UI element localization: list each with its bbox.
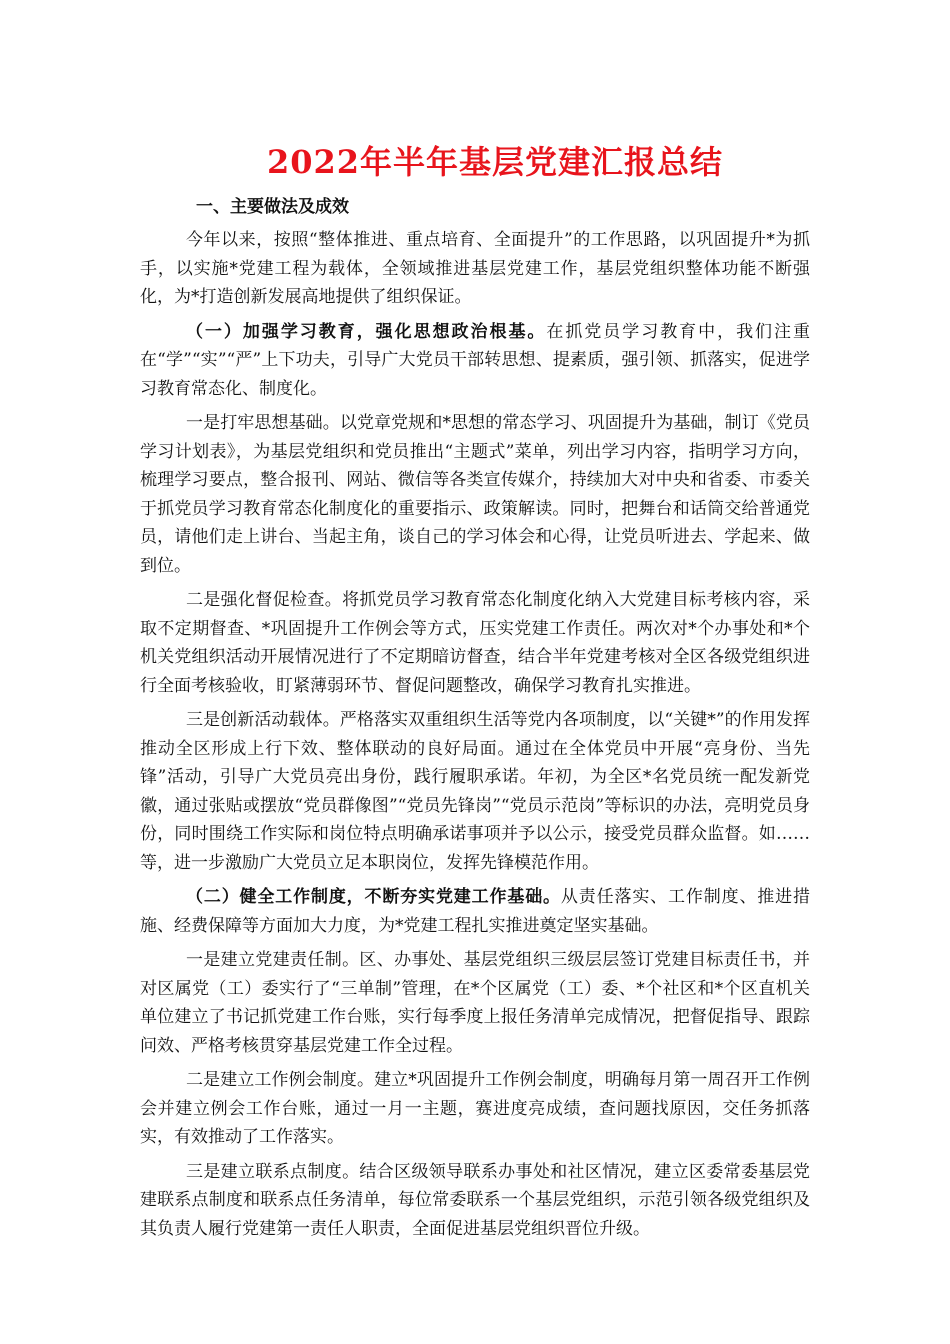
paragraph <box>140 706 810 877</box>
paragraph <box>140 409 810 580</box>
paragraph-text: 一是打牢思想基础。以党章党规和*思想的常态学习、巩固提升为基础，制订《党员学习计划表》，为基层党组织和党员推出“主题式”菜单，列出学习内容，指明学习方向，梳理学习要点，整合报刊、网站、微信等各类宣传媒介，持续加大对中央和省委、市委关于抓党员学习教育常态化制度化的重要指示、政策解读。同时，把舞台和话筒交给普通党员，请他们走上讲台、当起主角，谈自己的学习体会和心得，让党员听进去、学起来、做到位。 <box>140 413 810 576</box>
paragraph-text: 一是建立党建责任制。区、办事处、基层党组织三级层层签订党建目标责任书，并对区属党（工）委实行了“三单制”管理，在*个区属党（工）委、*个社区和*个区直机关单位建立了书记抓党建工作台账，实行每季度上报任务清单完成情况，把督促指导、跟踪问效、严格考核贯穿基层党建工作全过程。 <box>140 950 810 1056</box>
paragraph-lead: （二）健全工作制度，不断夯实党建工作基础。 <box>186 887 561 907</box>
paragraph <box>140 946 810 1060</box>
section-heading: 一、主要做法及成效 <box>196 197 349 217</box>
paragraph-text: 今年以来，按照“整体推进、重点培育、全面提升”的工作思路，以巩固提升*为抓手，以实施*党建工程为载体，全领域推进基层党建工作，基层党组织整体功能不断强化，为*打造创新发展高地提供了组织保证。 <box>140 230 810 307</box>
paragraph-text: 从责任落实、工作制度、推进措施、经费保障等方面加大力度，为*党建工程扎实推进奠定坚实基础。 <box>140 887 811 936</box>
paragraph <box>140 883 810 940</box>
paragraph <box>140 226 810 312</box>
paragraph-text: 三是创新活动载体。严格落实双重组织生活等党内各项制度，以“关键*”的作用发挥推动全区形成上行下效、整体联动的良好局面。通过在全体党员中开展“亮身份、当先锋”活动，引导广大党员亮出身份，践行履职承诺。年初，为全区*名党员统一配发新党徽，通过张贴或摆放“党员群像图”“党员先锋岗”“党员示范岗”等标识的办法，亮明党员身份，同时围绕工作实际和岗位特点明确承诺事项并予以公示，接受党员群众监督。如……等，进一步激励广大党员立足本职岗位，发挥先锋模范作用。 <box>140 710 810 873</box>
paragraph <box>140 1158 810 1244</box>
paragraph-text: 二是建立工作例会制度。建立*巩固提升工作例会制度，明确每月第一周召开工作例会并建立例会工作台账，通过一月一主题，赛进度亮成绩，查问题找原因，交任务抓落实，有效推动了工作落实。 <box>140 1070 810 1147</box>
paragraph-text: 在抓党员学习教育中，我们注重在“学”“实”“严”上下功夫，引导广大党员干部转思想、提素质，强引领、抓落实，促进学习教育常态化、制度化。 <box>140 321 810 399</box>
paragraph-text: 二是强化督促检查。将抓党员学习教育常态化制度化纳入大党建目标考核内容，采取不定期督查、*巩固提升工作例会等方式，压实党建工作责任。两次对*个办事处和*个机关党组织活动开展情况进行了不定期暗访督查，结合半年党建考核对全区各级党组织进行全面考核验收，盯紧薄弱环节、督促问题整改，确保学习教育扎实推进。 <box>140 590 810 696</box>
paragraph-text: 三是建立联系点制度。结合区级领导联系办事处和社区情况，建立区委常委基层党建联系点制度和联系点任务清单，每位常委联系一个基层党组织，示范引领各级党组织及其负责人履行党建第一责任人职责，全面促进基层党组织晋位升级。 <box>140 1161 810 1239</box>
paragraph-lead: （一）加强学习教育，强化思想政治根基。 <box>186 321 547 342</box>
paragraph <box>140 586 810 700</box>
document-title: 2022年半年基层党建汇报总结 <box>266 143 724 181</box>
paragraph <box>140 1066 810 1152</box>
paragraph <box>140 318 810 404</box>
